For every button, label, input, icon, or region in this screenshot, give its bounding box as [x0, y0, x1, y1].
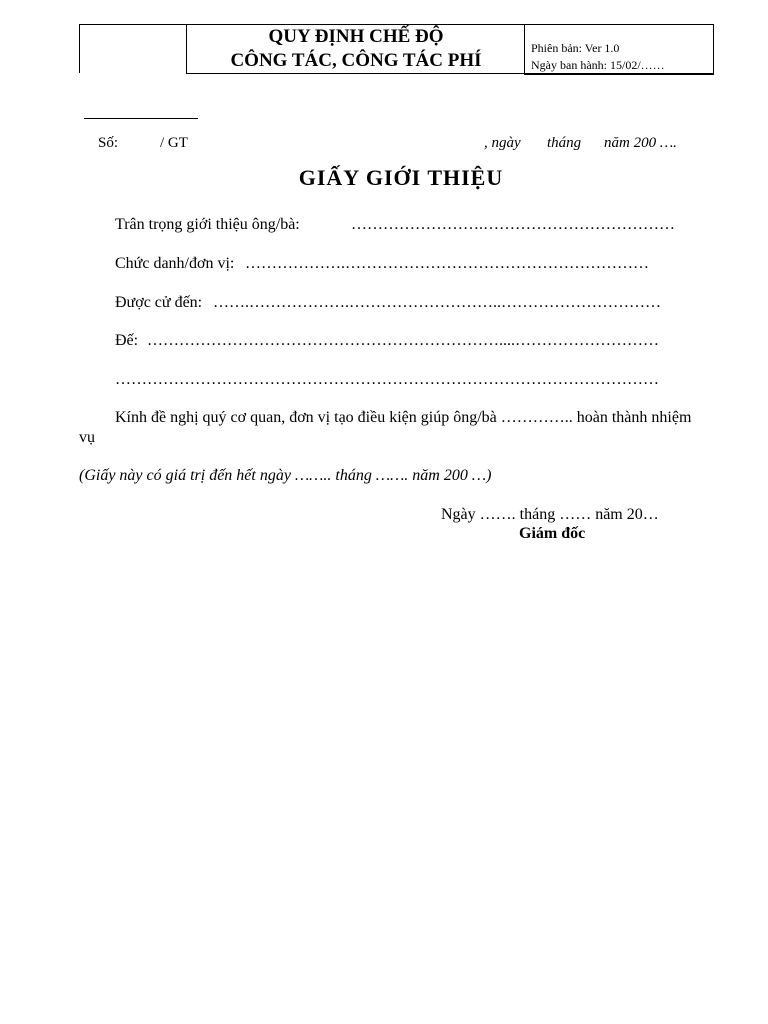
document-title: GIẤY GIỚI THIỆU — [298, 165, 504, 190]
header-title-line2: CÔNG TÁC, CÔNG TÁC PHÍ — [230, 50, 482, 71]
validity-note: (Giấy này có giá trị đến hết ngày …….. tháng ……. năm 200 …) — [79, 467, 492, 484]
field-purpose-dots: …………………………………………………………....……………………… — [147, 332, 659, 349]
header-title-line1: QUY ĐỊNH CHẾ ĐỘ — [268, 26, 444, 47]
field-destination-label: Được cử đến: — [115, 294, 203, 311]
signature-title: Giám đốc — [519, 525, 586, 542]
date-ngay: , ngày — [484, 135, 521, 151]
request-line1: Kính đề nghị quý cơ quan, đơn vị tạo điều kiện giúp ông/bà ………….. hoàn thành nhiệm — [115, 409, 692, 426]
number-label: Số: — [98, 135, 119, 151]
date-nam: năm 200 …. — [604, 135, 677, 151]
header-title-cell — [186, 24, 525, 74]
field-destination-dots: …….……………….………………………..………………………… — [213, 294, 661, 311]
header-meta-cell — [524, 24, 714, 75]
field-introduce-dots: …………………….……………………………… — [351, 216, 675, 233]
signature-date: Ngày ……. tháng …… năm 20… — [441, 506, 659, 523]
date-thang: tháng — [547, 135, 582, 151]
number-suffix: / GT — [160, 135, 188, 151]
request-line2: vụ — [79, 429, 95, 446]
issue-date-label: Ngày ban hành: 15/02/…… — [531, 58, 665, 72]
field-extra-dots: ………………………………………………………………………………………… — [115, 371, 659, 388]
header-logo-cell — [79, 24, 187, 73]
divider-line — [84, 118, 198, 119]
field-position-dots: ……………….………………………………………………… — [245, 255, 649, 272]
field-introduce-label: Trân trọng giới thiệu ông/bà: — [115, 216, 300, 233]
field-position-label: Chức danh/đơn vị: — [115, 255, 235, 272]
version-label: Phiên bản: Ver 1.0 — [531, 41, 620, 55]
field-purpose-label: Đế: — [115, 332, 139, 349]
